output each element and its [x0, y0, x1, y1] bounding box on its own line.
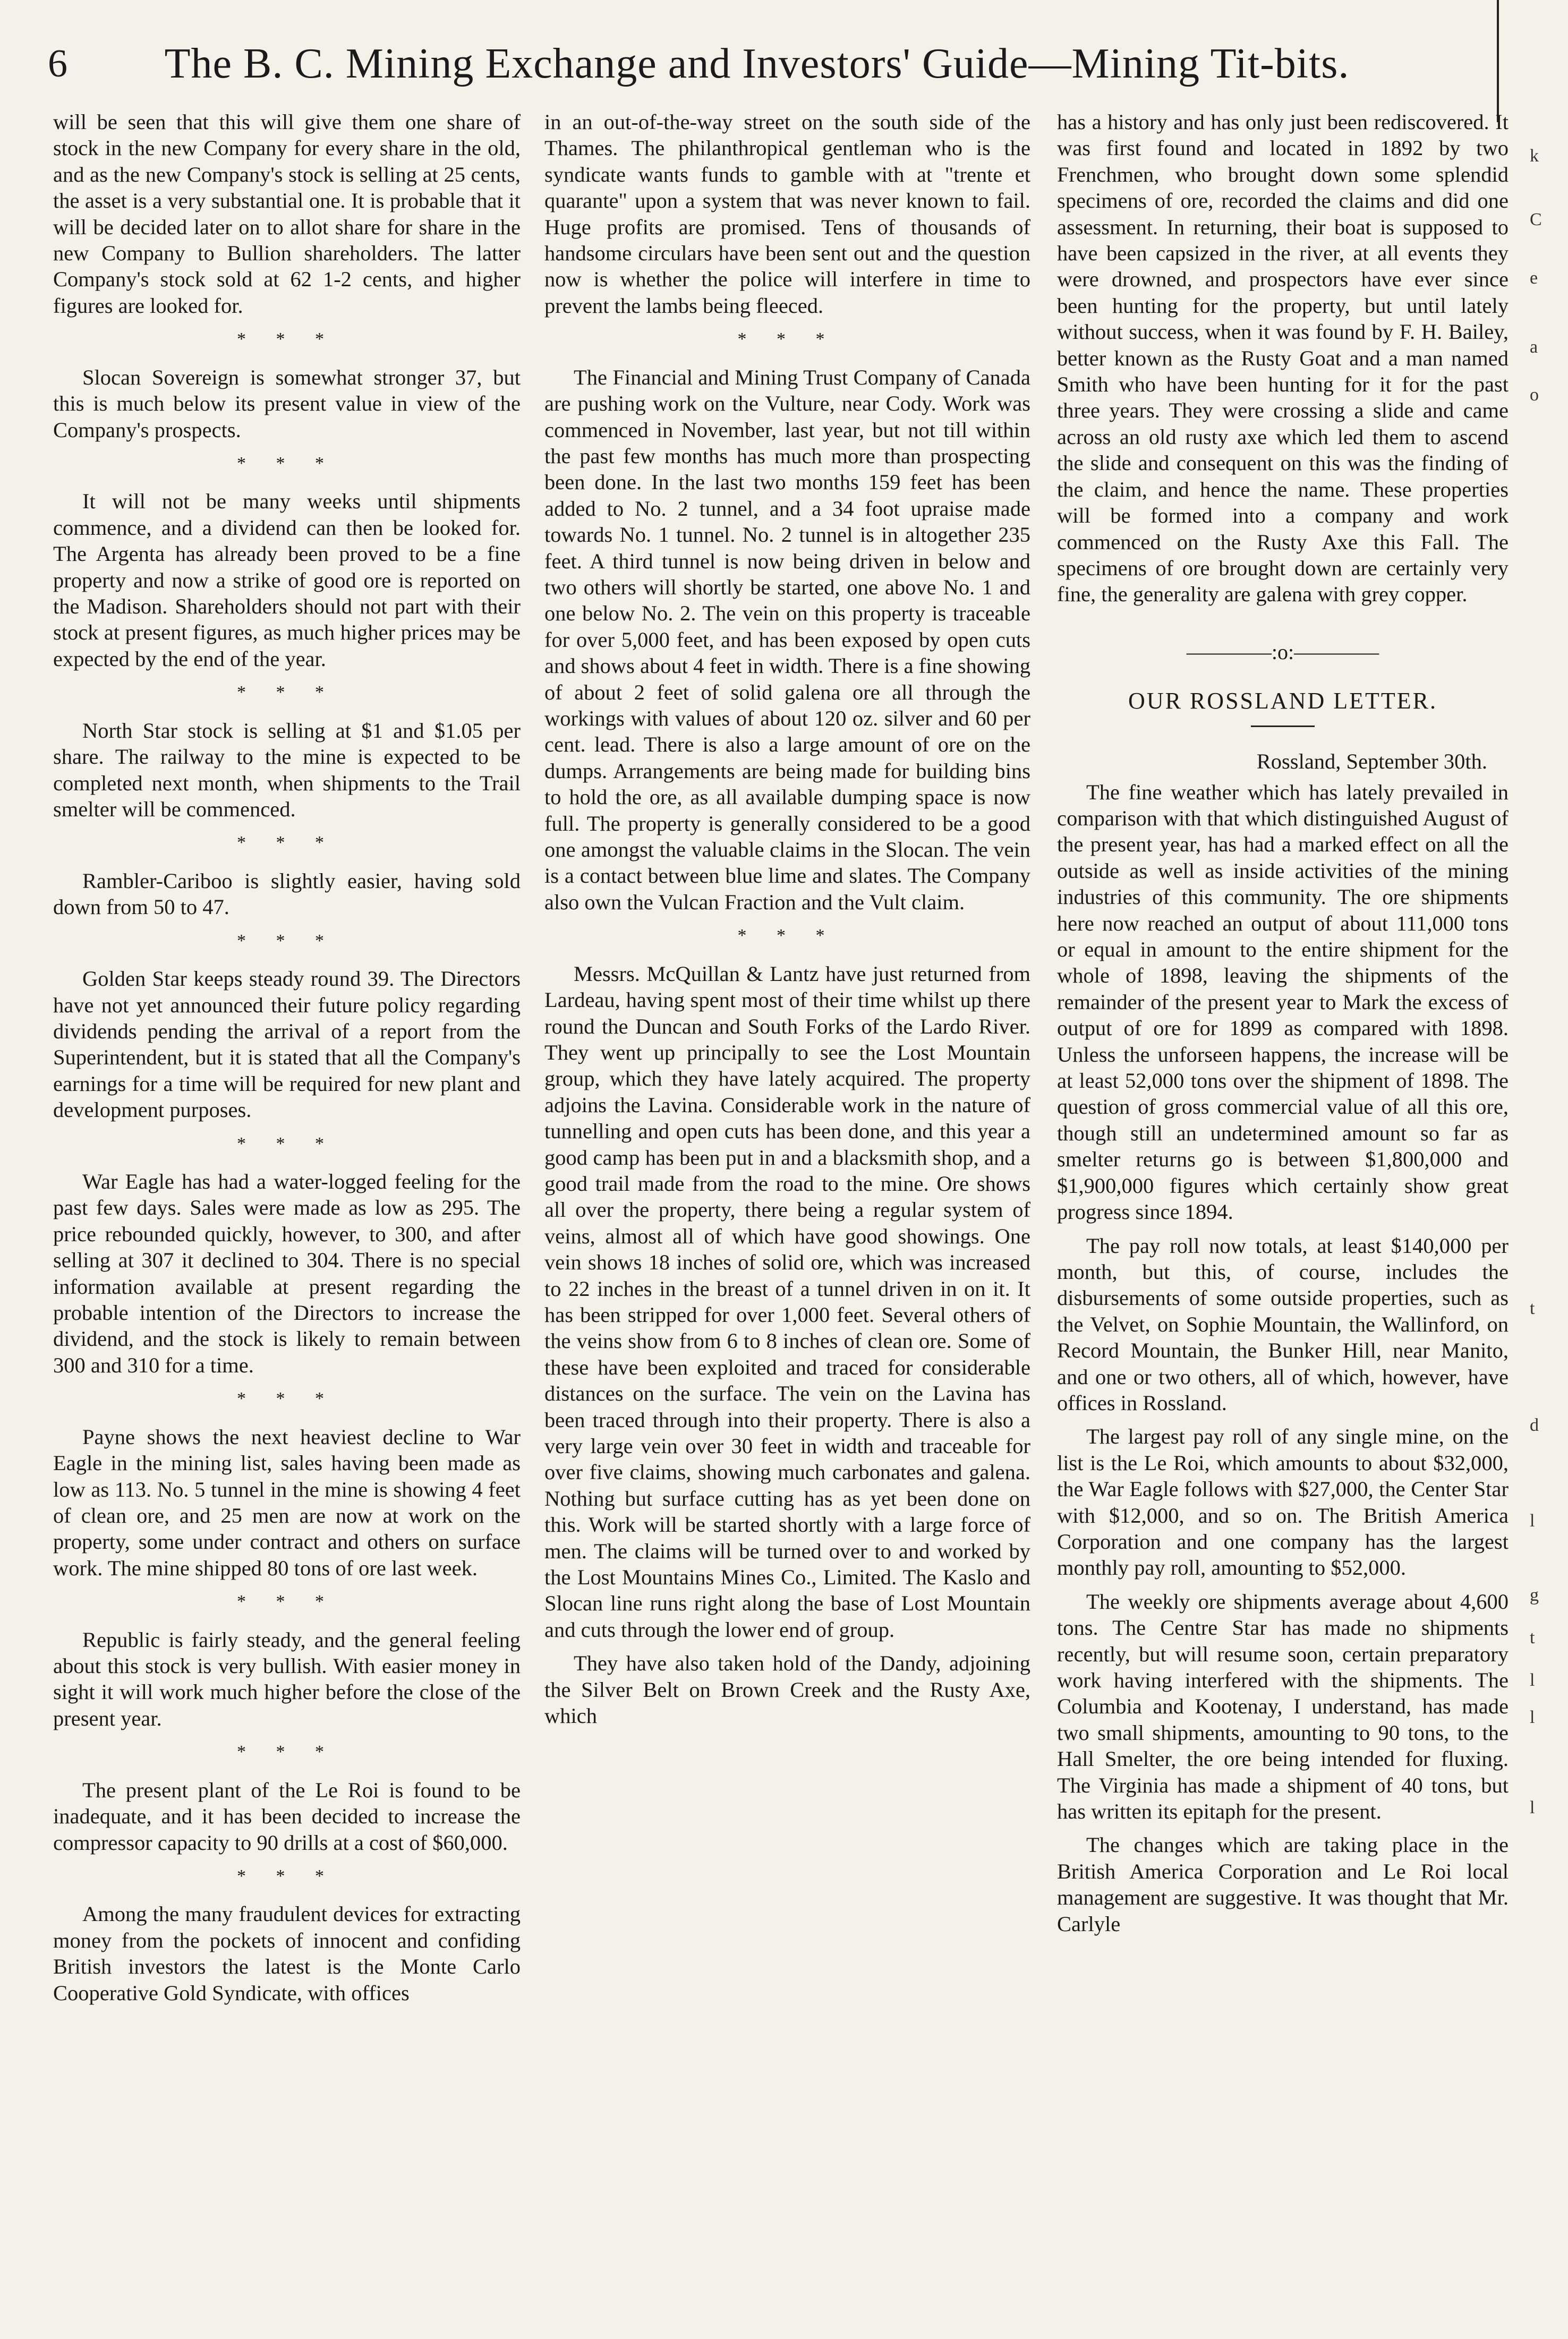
asterisk-divider: * * *	[237, 329, 337, 349]
article-paragraph: The pay roll now totals, at least $140,000 per month, but this, of course, includes the disbursements of some outside properties, such as the Velvet, on Sophie Mountain, the Wallinford, on Record Mountain, the Bunker Hill, near Manito, and one or two others, all of which, however, have offices in Rossland.	[1057, 1233, 1509, 1415]
asterisk-divider: * * *	[237, 1133, 337, 1154]
margin-fragment: o	[1530, 385, 1539, 405]
page-number: 6	[48, 41, 67, 86]
article-paragraph: North Star stock is selling at $1 and $1.05 per share. The railway to the mine is expected to be completed next month, when shipments to the Trail smelter will be commenced.	[53, 718, 521, 821]
section-divider: ————:o:————	[1186, 639, 1379, 664]
article-paragraph: Among the many fraudulent devices for extracting money from the pockets of innocent and confiding British investors the latest is the Monte Carlo Cooperative Gold Syndicate, with offices	[53, 1902, 521, 2005]
margin-fragment: t	[1530, 1299, 1535, 1318]
asterisk-divider: * * *	[737, 926, 838, 946]
margin-fragment: l	[1530, 1511, 1535, 1531]
margin-fragment: g	[1530, 1585, 1539, 1605]
margin-fragment: t	[1530, 1628, 1535, 1647]
asterisk-divider: * * *	[237, 453, 337, 473]
right-margin-fragments	[1519, 109, 1562, 2074]
article-paragraph: The Financial and Mining Trust Company of Canada are pushing work on the Vulture, near Cody. Work was commenced in November, last year, but not till within the past few months has much more than prospecting been done. In the last two months 159 feet has been added to No. 2 tunnel, and a 34 foot upraise made towards No. 1 tunnel. No. 2 tunnel is in altogether 235 feet. A third tunnel is now being driven in below and two others will shortly be started, one above No. 1 and one below No. 2. The vein on this property is traceable for over 5,000 feet, and has been exposed by open cuts and shows about 4 feet in width. There is a fine showing of about 2 feet of solid galena ore all through the workings with values of about 120 oz. silver and 60 per cent. lead. There is also a large amount of ore on the dumps. Arrangements are being made for building bins to hold the ore, as all available dumping space is now full. The property is generally considered to be a good one amongst the valuable claims in the Slocan. The vein is a contact between blue lime and slates. The Company also own the Vulcan Fraction and the Vult claim.	[544, 365, 1030, 914]
asterisk-divider: * * *	[237, 1866, 337, 1886]
asterisk-divider: * * *	[737, 329, 838, 349]
heading-rule	[1251, 725, 1315, 727]
asterisk-divider: * * *	[237, 682, 337, 703]
article-paragraph: The changes which are taking place in the British America Corporation and Le Roi local management are suggestive. It was thought that Mr. Carlyle	[1057, 1833, 1509, 1936]
article-paragraph: The present plant of the Le Roi is found to be inadequate, and it has been decided to increase the compressor capacity to 90 drills at a cost of $60,000.	[53, 1778, 521, 1855]
margin-fragment: a	[1530, 337, 1538, 357]
article-paragraph: The largest pay roll of any single mine, on the list is the Le Roi, which amounts to about $32,000, the War Eagle follows with $27,000, the Center Star with $12,000, and so on. The British America Corporation and one company has the largest monthly pay roll, amounting to $52,000.	[1057, 1424, 1509, 1580]
asterisk-divider: * * *	[237, 833, 337, 853]
article-paragraph: Republic is fairly steady, and the general feeling about this stock is very bullish. With easier money in sight it will work much higher before the close of the present year.	[53, 1627, 521, 1730]
article-paragraph: The weekly ore shipments average about 4,600 tons. The Centre Star has made no shipments recently, but will resume soon, certain preparatory work having interfered with the shipments. The Columbia and Kootenay, I understand, has made two small shipments, amounting to 90 tons, to the Hall Smelter, the ore being intended for fluxing. The Virginia has made a shipment of 40 tons, but has written its epitaph for the present.	[1057, 1589, 1509, 1824]
asterisk-divider: * * *	[237, 931, 337, 951]
page-header	[48, 24, 1386, 104]
column-3	[1057, 109, 1509, 2313]
margin-fragment: d	[1530, 1415, 1539, 1435]
article-paragraph: has a history and has only just been rediscovered. It was first found and located in 1892 by two Frenchmen, who brought down some splendid specimens of ore, recorded the claims and did one assessment. In returning, their boat is supposed to have been capsized in the river, at all events they were drowned, and prospectors have ever since been hunting for the property, but until lately without success, when it was found by F. H. Bailey, better known as the Rusty Goat and a man named Smith who have been hunting for it for the past three years. They were crossing a slide and came across an old rusty axe which led them to ascend the slide and consequent on this was the finding of the claim, and hence the name. These properties will be formed into a company and work commenced on the Rusty Axe this Fall. The specimens of ore brought down are certainly very fine, the generality are galena with grey copper.	[1057, 110, 1509, 607]
article-paragraph: War Eagle has had a water-logged feeling for the past few days. Sales were made as low as 295. The price rebounded quickly, however, to 300, and after selling at 307 it declined to 304. There is no special information available at present regarding the probable intention of the Directors to increase the dividend, and the stock is likely to remain between 300 and 310 for a time.	[53, 1170, 521, 1377]
article-paragraph: They have also taken hold of the Dandy, adjoining the Silver Belt on Brown Creek and the Rusty Axe, which	[544, 1651, 1030, 1728]
article-paragraph: The fine weather which has lately prevailed in comparison with that which distinguished August of the present year, has had a marked effect on all the outside as well as inside activities of the mining industries of this community. The ore shipments here now reached an output of about 111,000 tons or equal in amount to the entire shipment for the whole of 1898, leaving the shipments of the remainder of the present year to Mark the excess of output of ore for 1899 as compared with 1898. Unless the unforseen happens, the increase will be at least 52,000 tons over the shipment of 1898. The question of gross commercial value of all this ore, though still an undetermined amount so far as smelter returns go is between $1,800,000 and $1,900,000 figures which certainly show great progress since 1894.	[1057, 780, 1509, 1224]
column-1	[53, 109, 521, 2313]
article-paragraph: Messrs. McQuillan & Lantz have just returned from Lardeau, having spent most of their time whilst up there round the Duncan and South Forks of the Lardo River. They went up principally to see the Lost Mountain group, which they have lately acquired. The property adjoins the Lavina. Considerable work in the nature of tunnelling and open cuts has been done, and this year a good camp has been put in and a blacksmith shop, and a good trail made from the road to the mine. Ore shows all over the property, there being a regular system of veins, almost all of which have good showings. One vein shows 18 inches of solid ore, which was increased to 22 inches in the breast of a tunnel driven in on it. It has been stripped for over 1,000 feet. Several others of the veins show from 6 to 8 inches of clean ore. Some of these have been exploited and traced for considerable distances on the surface. The vein on the Lavina has been traced through into their property. There is also a very large vein over 30 feet in width and traceable for over five claims, showing much carbonates and galena. Nothing but surface cutting has as yet been done on this. Work will be started shortly with a large force of men. The claims will be turned over to and worked by the Lost Mountains Mines Co., Limited. The Kaslo and Slocan line runs right along the base of Lost Mountain and cuts through the lower end of group.	[544, 961, 1030, 1642]
asterisk-divider: * * *	[237, 1389, 337, 1409]
article-paragraph: It will not be many weeks until shipments commence, and a dividend can then be looked for. The Argenta has already been proved to be a fine property and now a strike of good ore is reported on the Madison. Shareholders should not part with their stock at present figures, as much higher prices may be expected by the end of the year.	[53, 489, 521, 671]
margin-fragment: e	[1530, 268, 1538, 288]
dateline: Rossland, September 30th.	[1256, 749, 1487, 774]
margin-fragment: k	[1530, 146, 1539, 166]
margin-fragment: l	[1530, 1670, 1535, 1690]
article-paragraph: Slocan Sovereign is somewhat stronger 37, but this is much below its present value in view of the Company's prospects.	[53, 365, 521, 442]
asterisk-divider: * * *	[237, 1742, 337, 1762]
article-paragraph: Rambler-Cariboo is slightly easier, having sold down from 50 to 47.	[53, 868, 521, 919]
page-title: The B. C. Mining Exchange and Investors' Guide—Mining Tit-bits.	[164, 40, 1350, 87]
asterisk-divider: * * *	[237, 1592, 337, 1612]
margin-rule	[1497, 0, 1499, 122]
article-paragraph: in an out-of-the-way street on the south side of the Thames. The philanthropical gentleman who is the syndicate wants funds to gamble with at "trente et quarante" upon a system that was never known to fail. Huge profits are promised. Tens of thousands of handsome circulars have been sent out and the question now is whether the police will interfere in time to prevent the lambs being fleeced.	[544, 110, 1030, 318]
margin-fragment: l	[1530, 1798, 1535, 1817]
section-heading: OUR ROSSLAND LETTER.	[1128, 687, 1437, 714]
column-2	[544, 109, 1030, 2313]
article-paragraph: Golden Star keeps steady round 39. The Directors have not yet announced their future policy regarding dividends pending the arrival of a report from the Superintendent, but it is stated that all the Company's earnings for a time will be required for new plant and development purposes.	[53, 967, 521, 1122]
margin-fragment: C	[1530, 210, 1542, 229]
article-paragraph: will be seen that this will give them one share of stock in the new Company for every share in the old, and as the new Company's stock is selling at 25 cents, the asset is a very substantial one. It is probable that it will be decided later on to allot share for share in the new Company to Bullion shareholders. The latter Company's stock sold at 62 1-2 cents, and higher figures are looked for.	[53, 110, 521, 318]
margin-fragment: l	[1530, 1708, 1535, 1727]
article-paragraph: Payne shows the next heaviest decline to War Eagle in the mining list, sales having been made as low as 113. No. 5 tunnel in the mine is showing 4 feet of clean ore, and 25 men are now at work on the property, some under contract and others on surface work. The mine shipped 80 tons of ore last week.	[53, 1424, 521, 1580]
